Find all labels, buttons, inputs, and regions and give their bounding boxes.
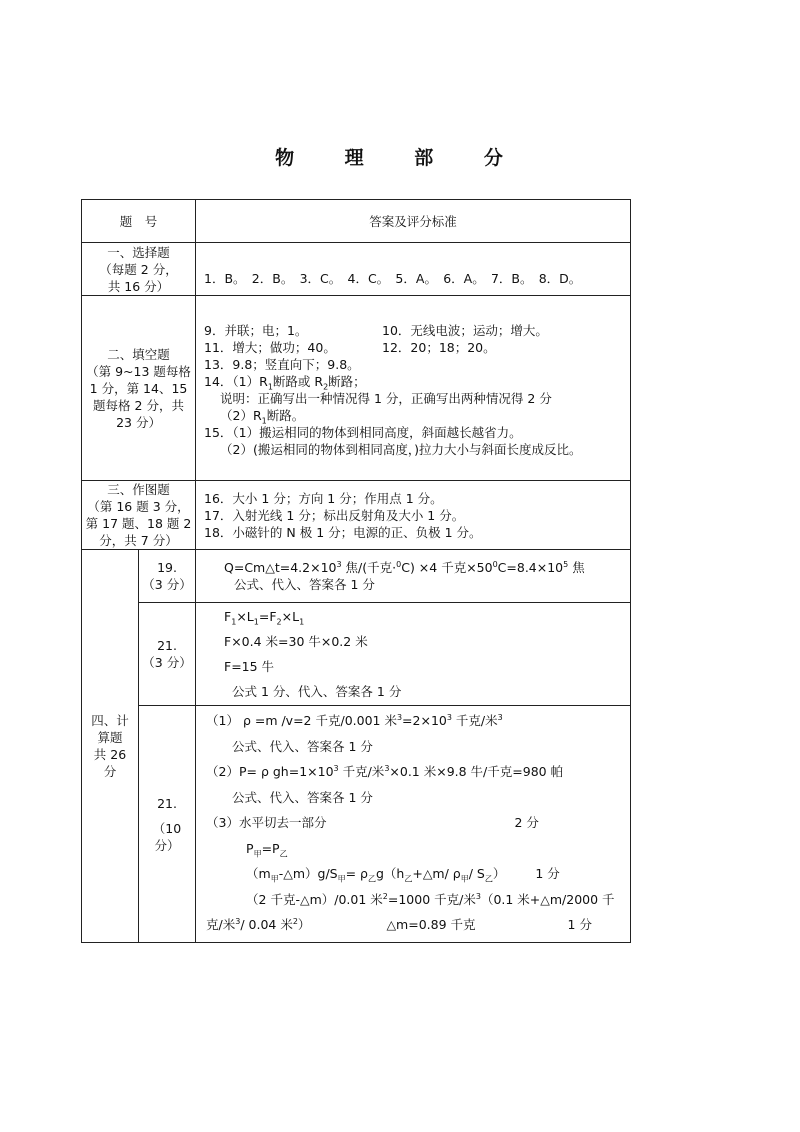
- answer-14-part2: $(2)R_1$断路。: [220, 408, 305, 426]
- section-choice-label: 一、选择题 （每题 2 分， 共 16 分）: [82, 243, 196, 296]
- question-21-label: 21. （10 分）: [139, 706, 196, 943]
- answer-16: 16．大小 1 分；方向 1 分；作用点 1 分。: [204, 490, 443, 506]
- question-21-answer: （1） ρ =m /v=2 千克/0.001 米$^3=2\times 10^3$ 千克/米$^3$ 公式、代入、答案各 1 分 （2）P= ρ $gh=1\times 10^3$ 千克/米$^3$×0.1 米×9.8 牛/千克=980 帕 公式、代入、答案各 1 分 （3）水平切去一部分 2 分 $P_甲=P_乙$ $(m_甲-\triangle m)g/S_甲=$ $\rho_乙g(h_乙+\triangle m/$ $\rho_甲/$ $S_乙$） 1 分 （2 千克-△m）/0.01 米$^2$=1000 千克/米$^3$（0.1 米+△m/2000 千 克/米$^3$/ 0.04 米$^2$） △m=0.89 千克 1 分: [196, 706, 631, 943]
- section-choice-row: [82, 243, 631, 296]
- header-question-number: 题 号: [82, 200, 196, 243]
- answer-12: 12．20；18；20。: [382, 340, 496, 355]
- answer-14-part1: 14．$(1)R_1$断路或 $R_2$断路；: [204, 374, 366, 392]
- section-drawing-label: 三、作图题 （第 16 题 3 分， 第 17 题、18 题 2 分，共 7 分）: [82, 481, 196, 550]
- answer-15-part1: 15．（1）搬运相同的物体到相同高度，斜面越长越省力。: [204, 425, 522, 440]
- question-20-row: [82, 603, 631, 706]
- question-19-label: 19. （3 分）: [139, 550, 196, 603]
- section-choice-answers: 1．B。 2．B。 3．C。 4．C。 5．A。 6．A。 7．B。 8．D。: [196, 243, 631, 296]
- answer-17: 17．入射光线 1 分；标出反射角及大小 1 分。: [204, 507, 465, 523]
- question-19-answer: $Q=Cm\triangle t=4.2\times 10^3$ 焦/(千克·$^0$C) ×4 千克$\times 50^0C=8.4\times 10^5$ 焦 公式、代入、答案各 1 分: [196, 550, 631, 603]
- answer-9: 9．并联；电；1。: [204, 323, 308, 338]
- question-20-label: 21. （3 分）: [139, 603, 196, 706]
- answer-18: 18．小磁针的 N 极 1 分；电源的正、负极 1 分。: [204, 524, 482, 540]
- answer-14-note: 说明：正确写出一种情况得 1 分，正确写出两种情况得 2 分: [220, 391, 552, 406]
- section-fill-label: 二、填空题 （第 9~13 题每格 1 分，第 14、15 题每格 2 分，共 23 分）: [82, 296, 196, 481]
- page-title: 物 理 部 分: [275, 147, 525, 169]
- header-answers: 答案及评分标准: [196, 200, 631, 243]
- header-row: [82, 200, 631, 243]
- answer-11: 11．增大；做功；40。: [204, 340, 336, 355]
- answer-10: 10．无线电波；运动；增大。: [382, 323, 548, 338]
- section-calc-label: 四、计 算题 共 26 分: [82, 550, 139, 943]
- answer-15-part2: （2）(搬运相同的物体到相同高度，)拉力大小与斜面长度成反比。: [220, 442, 582, 457]
- answer-table: [81, 199, 631, 943]
- question-20-answer: $F_1\times L_1=F_2\times L_1$ F×0.4 米=30 牛×0.2 米 F=15 牛 公式 1 分、代入、答案各 1 分: [196, 603, 631, 706]
- section-drawing-answers: [196, 481, 631, 550]
- question-19-row: [82, 550, 631, 603]
- section-fill-row: [82, 296, 631, 481]
- answer-13: 13．9.8；竖直向下；9.8。: [204, 357, 360, 372]
- section-fill-answers: [196, 296, 631, 481]
- question-21-row: [82, 706, 631, 943]
- section-drawing-row: [82, 481, 631, 550]
